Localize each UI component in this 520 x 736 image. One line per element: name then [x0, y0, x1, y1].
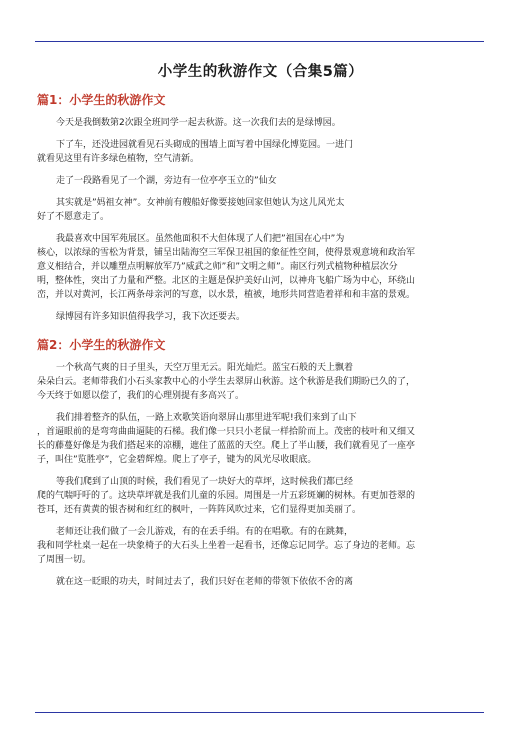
paragraph-line: 明，整体性，突出了力量和严整。北区的主题是保护美好山河，以神舟飞船广场为中心，环绕山	[37, 276, 416, 286]
paragraph	[37, 361, 484, 403]
paragraph-line: 核心，以浓绿的雪松为背景，铺呈出陆海空三军保卫祖国的象征性空间，使得景观意境和政治军	[37, 248, 416, 258]
header-rule	[35, 41, 484, 42]
paragraph	[37, 411, 484, 467]
paragraph-line: 今天终于如愿以偿了，我们的心理别提有多高兴了。	[37, 391, 245, 401]
paragraph	[37, 575, 484, 589]
document-title: 小学生的秋游作文（合集5篇）	[157, 64, 364, 80]
paragraph	[37, 116, 484, 130]
paragraph-line: 我最喜欢中国军苑展区。虽然他面积不大但体现了人们把”祖国在心中”为	[56, 234, 345, 244]
section-heading: 篇2：小学生的秋游作文	[37, 338, 166, 352]
paragraph	[37, 475, 484, 517]
paragraph-line: 就在这一眨眼的功夫，时间过去了，我们只好在老师的带领下依依不舍的离	[56, 577, 354, 587]
paragraph-line: 好了不愿意走了。	[37, 212, 110, 222]
section-heading: 篇1：小学生的秋游作文	[37, 93, 166, 107]
document-body	[37, 91, 484, 589]
paragraph-line: 峦，并以对黄河，长江两条母亲河的写意，以水景，植被，地形共同营造着祥和和丰富的景观。	[37, 290, 416, 300]
paragraph-line: 我和同学杜桌一起在一块象椅子的大石头上坐着一起看书，还像忘记同学。忘了身边的老师。忘	[37, 541, 416, 551]
paragraph	[37, 525, 484, 567]
paragraph-line: 绿博园有许多知识值得我学习，我下次还要去。	[56, 312, 246, 322]
paragraph-line: 长的藤蔓好像是为我们搭起来的凉棚，遮住了蓝蓝的天空。爬上了半山腰，我们就看见了一座亭	[37, 441, 416, 451]
paragraph-line: 朵朵白云。老师带我们小石头家教中心的小学生去翠屏山秋游。这个秋游是我们期盼已久的了，	[37, 377, 416, 387]
paragraph	[37, 232, 484, 302]
paragraph	[37, 138, 484, 166]
paragraph-line: 等我们爬到了山顶的时候，我们看见了一块好大的草坪，这时候我们都已经	[56, 477, 354, 487]
paragraph-line: 下了车，还没进园就看见石头砌成的围墙上面写着中国绿化博览园。一进门	[56, 140, 354, 150]
footer-rule	[35, 712, 484, 713]
paragraph-line: ，首逼眼前的是弯弯曲曲逼陡的石梯。我们像一只只小老鼠一样拾阶而上。茂密的枝叶和又细又	[37, 427, 416, 437]
paragraph-line: 走了一段路看见了一个湖，旁边有一位亭亭玉立的”仙女	[56, 176, 277, 186]
paragraph-line: 今天是我倒数第2次跟全班同学一起去秋游。这一次我们去的是绿博园。	[56, 118, 341, 128]
paragraph-line: 意义相结合，并以雕塑点明解放军乃”威武之师”和”文明之师”。南区行列式植物种植层次分	[37, 262, 398, 272]
paragraph	[37, 196, 484, 224]
document-page	[37, 60, 484, 597]
paragraph-line: 爬的气喘吁吁的了。这块草坪就是我们儿童的乐园。周围是一片五彩斑斓的树林。有更加苍翠的	[37, 491, 416, 501]
paragraph	[37, 310, 484, 324]
paragraph-line: 一个秋高气爽的日子里头，天空万里无云。阳光灿烂。蓝宝石般的天上飘着	[56, 363, 354, 373]
paragraph-line: 了周围一切。	[37, 555, 92, 565]
paragraph-line: 老师还让我们做了一会儿游戏，有的在丢手绢。有的在唱歌。有的在跳舞，	[56, 527, 354, 537]
paragraph-line: 就看见这里有许多绿色植物，空气清新。	[37, 154, 200, 164]
paragraph	[37, 174, 484, 188]
paragraph-line: 苍耳，还有黄黄的银杏树和红红的枫叶，一阵阵风吹过来，它们显得更加美丽了。	[37, 505, 362, 515]
paragraph-line: 子，叫住”览胜亭”，它金碧辉煌。爬上了亭子，键为的风光尽收眼底。	[37, 455, 317, 465]
paragraph-line: 其实就是”妈祖女神”。女神前有艘船好像要接她回家但她认为这儿风光太	[56, 198, 345, 208]
paragraph-line: 我们排着整齐的队伍，一路上欢歌笑语向翠屏山那里进军呢!我们来到了山下	[56, 413, 357, 423]
